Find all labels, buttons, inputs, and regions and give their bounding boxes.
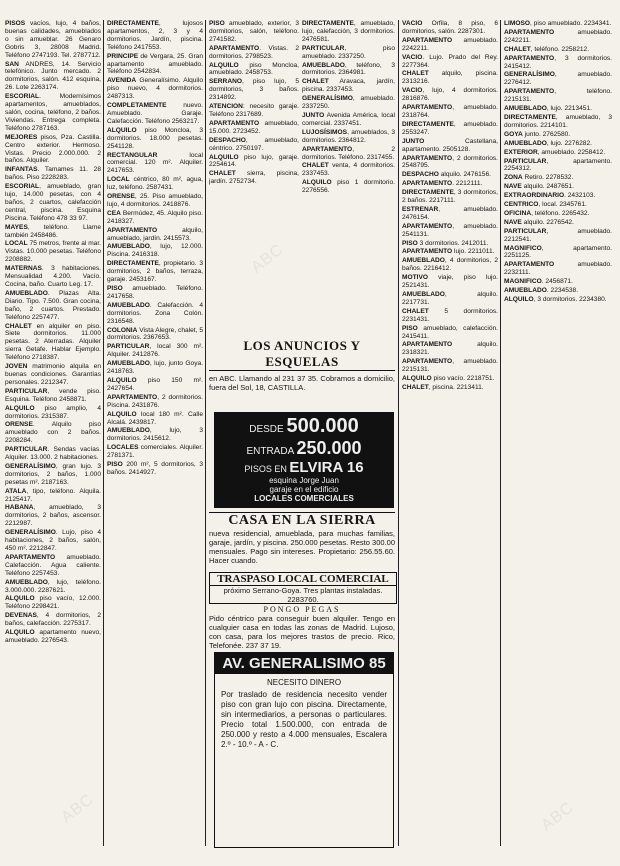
classified-ad: LIMOSO, piso amueblado. 2234341. [504,20,612,27]
classified-ad: GENERALÍSIMO, gran lujo. 3 dormitorios, 2 baños, 1.000 pesetas m². 2187163. [5,462,101,486]
classified-ad: APARTAMENTO, 2 dormitorios. Piscina. 2431876. [107,393,203,409]
classified-ad: PARTICULAR. Sendas vacías. Alquiler. 13.000. 2 habitaciones. [5,446,101,462]
pongo-title: PONGO PEGAS [263,605,341,614]
elvira-brand: ELVIRA 16 [289,459,364,476]
classified-ad: MOTIVO viaje, piso lujo. 2521431. [402,274,498,290]
classified-ad: EXTRAORDINARIO. 2432103. [504,192,596,200]
classified-ad: LOCAL céntrico, 80 m², agua, luz, teléfono. 2587431. [107,176,203,192]
classified-ad: AMUEBLADO, teléfono, 3 dormitorios. 2364981. [302,61,395,77]
anuncios-title: LOS ANUNCIOS Y ESQUELAS [209,338,395,371]
classified-ad: NAVE alquilo. 2276542. [504,218,574,226]
classified-ad: JUNTO Avenida América, local comercial. 2337451. [302,111,395,127]
classified-ad: AVENIDA Generalísimo. Alquilo piso nuevo, 4 dormitorios. 2487313. [107,77,203,101]
classified-ad: COLONIA Vista Alegre, chalet, 5 dormitorios. 2367653. [107,326,203,342]
classified-ad: HABANA, amueblado, 3 dormitorios, 2 baños, ascensor. 2212987. [5,504,101,528]
classified-ad: ALQUILO piso 150 m². 2427654. [107,376,203,392]
classified-ad: GENERALÍSIMO. Lujo, piso 4 habitaciones, 2 baños, salón, 450 m². 2212847. [5,529,101,552]
classified-ad: ATENCION: necesito garaje. Teléfono 2317689. [209,103,299,118]
column-rule [103,20,104,846]
classified-ad: RECTANGULAR local comercial. 120 m². Alquiler. 2417653. [107,151,203,175]
classified-ad: VACIO. Lujo. Prado del Rey. 2277364. [402,53,498,69]
classified-ad: DEVENAS, 4 dormitorios, 2 baños, calefacción. 2275317. [5,612,101,628]
classified-ad: PRINCIPE de Vergara, 25. Gran apartamento amueblado. Teléfono 2542834. [107,52,203,76]
classified-ad: AMUEBLADO, lujo, 3 dormitorios. 2415612. [107,427,203,443]
classified-ad: DESPACHO alquilo. 2476156. [402,171,491,179]
classified-ad: ALQUILO piso vacío, 12.000. Teléfono 2298421. [5,595,101,611]
classified-ad: SERRANO, piso lujo, 5 dormitorios, 3 baños. 2314892. [209,78,299,102]
classified-column [302,20,395,335]
elvira-line4: esquina Jorge Juan [269,476,339,485]
classified-ad: APARTAMENTO. Vistas. 2 dormitorios. 2798523. [209,44,299,60]
elvira-line5: garaje en el edificio [269,485,339,494]
classified-ad: PARTICULAR, local 300 m². Alquiler. 2412876. [107,343,203,359]
classified-ad: AMUEBLADO, lujo, junto Goya. 2418763. [107,360,203,376]
classified-ad: PISO 3 dormitorios. 2412011. [402,239,489,247]
classified-ad: MAYES, teléfono. Llame también 2458486. [5,223,101,239]
classified-ad: CHALET Aravaca, jardín, piscina. 2337453. [302,78,395,94]
classified-ad: ORENSE, 25. Piso amueblado, lujo, 4 dormitorios. 2418876. [107,193,203,208]
column-rule [500,20,501,846]
classified-ad: ESCORIAL, amueblado, gran lujo, 14.000 pesetas, con 4 baños, 2 cuartos, calefacción central, piscina. Esquina Piscina. Teléfono 478 33 97. [5,183,101,222]
classified-ad: APARTAMENTO amueblado, 15.000. 2723452. [209,119,299,135]
elvira-amount2: 250.000 [296,438,362,458]
classified-ad: LOCAL 75 metros, frente al mar. Vistas. 10.000 pesetas. Teléfono 2208882. [5,240,101,264]
classified-ad: AMUEBLADO, lujo. 2213451. [504,105,592,113]
classified-ad: PISO amueblado. Teléfono. 2417658. [107,285,203,300]
classified-ad: AMUEBLADO. Calefacción. 4 dormitorios. Zona Colón. 2316548. [107,301,203,325]
classified-ad: PARTICULAR, amueblado. 2212541. [504,227,612,243]
classified-ad: APARTAMENTO, amueblado. 2318764. [402,104,498,119]
classified-ad: GOYA junto. 2762580. [504,130,571,138]
classified-ad: AMUEBLADO, lujo. 2276282. [504,139,592,147]
classified-ad: CHALET 5 dormitorios. 2231431. [402,307,498,323]
classified-ad: JOVEN matrimonio alquila en buenas condiciones. Garantías personales. 2212347. [5,363,101,386]
traspaso-title: TRASPASO LOCAL COMERCIAL [210,573,396,586]
elvira-ad [214,412,394,508]
classified-ad: AMUEBLADO, alquilo. 2217731. [402,291,498,306]
classified-ad: INFANTAS. Tamames 11. 28 baños. Piso 2228283. [5,166,101,182]
sierra-title: CASA EN LA SIERRA [228,513,376,528]
classified-ad: OFICINA, teléfono. 2265432. [504,209,590,217]
classified-ad: MATERNAS. 3 habitaciones. Mensualidad 4.200. Vacío. Cocina, baño. Cuarto Leg. 17. [5,265,101,288]
classified-ad: CHALET en alquiler en piso. Siete dormitorios. 11.000 pesetas. 2 Aterradas. Alquiler sierra Getafe. Hablar Ejemplo. Teléfono 2718387. [5,322,101,362]
avgen-subtitle: NECESITO DINERO [266,678,342,687]
classified-ad: NAVE alquilo. 2487651. [504,183,574,191]
classified-ad: APARTAMENTO alquilo. 2318321. [402,341,498,357]
classified-ad: ORENSE. Alquilo piso amueblado con 2 baños. 2208284. [5,421,101,445]
classified-ad: APARTAMENTO. 2212111. [402,180,483,188]
classified-ad: CHALET, piscina. 2213411. [402,383,484,391]
classified-ad: LOCALES comerciales. Alquiler. 2781371. [107,444,203,460]
abc-watermark: ABC [538,798,578,835]
classified-column [504,20,612,846]
elvira-amount1: 500.000 [286,415,359,437]
classified-ad: DESPACHO, amueblado, céntrico. 2750197. [209,136,299,152]
elvira-line3: PISOS EN [244,464,287,474]
classified-ad: APARTAMENTO, amueblado. 2215131. [402,358,498,374]
classified-ad: EXTERIOR, amueblado. 2258412. [504,148,606,156]
classified-ad: PARTICULAR, apartamento. 2254312. [504,157,612,173]
classified-ad: PARTICULAR, vende piso. Esquina. Teléfono 2458871. [5,387,101,403]
avgen-body: Por traslado de residencia necesito vender piso con gran lujo con piscina. Directamente, sin intermediarios, a personas o particulares. Precio total 1.500.000, con entrada de 250.000 y resto a 4.000 mensuales, Escalera 2.º - 10.º - A - C. [221,690,387,749]
classified-ad: ESCORIAL. Modernísimos apartamentos, amueblados, salón, cocina, teléfono, 2 baños. Viviendas. Entrega completa. Teléfono 2787163. [5,93,101,132]
classified-ad: AMUEBLADO, lujo, teléfono. 3.000.000. 2287621. [5,578,101,594]
classified-ad: CENTRICO, local. 2345761. [504,201,587,209]
classified-ad: ALQUILO piso amplio, 4 dormitorios. 2315387. [5,404,101,420]
classified-ad: ALQUILO apartamento nuevo, amueblado. 2276543. [5,629,101,644]
classified-ad: DIRECTAMENTE, amueblado, 3 dormitorios. 2214101. [504,113,612,129]
classified-ad: AMUEBLADO. Plazas Alta. Diario. Tipo. 7.500. Gran cocina, baño, 2 cuartos. Prestado. Teléfono 2257477. [5,289,101,321]
classified-ad: ZONA Retiro. 2278532. [504,174,574,182]
classified-ad: CHALET venta, 4 dormitorios. 2337453. [302,162,395,178]
classified-ad: GENERALÍSIMO, amueblado. 2337250. [302,95,395,111]
column-rule [205,20,206,846]
classified-ad: ALQUILO piso Moncloa, amueblado. 2458753. [209,61,299,77]
classified-ad: VACIO Orfila, 8 piso, 6 dormitorios, salón. 2287301. [402,20,498,35]
classified-ad: DIRECTAMENTE, lujosos apartamentos, 2, 3 y 4 dormitorios. Jardín, piscina. Teléfono 2417553. [107,20,203,51]
classified-ad: ESTRENAR, amueblado. 2476154. [402,205,498,221]
classified-ad: APARTAMENTO alquilo, amueblado, jardín. 2415573. [107,226,203,242]
classified-ad: DIRECTAMENTE, propietario. 3 dormitorios, 2 baños, terraza, garaje. 2453167. [107,260,203,284]
anuncios-body: en ABC. Llamando al 231 37 35. Cobramos a domicilio, fuera del Sol, 18, CASTILLA. [209,374,395,392]
classified-ad: ALQUILO local 180 m². Calle Alcalá. 2439817. [107,410,203,426]
classified-ad: APARTAMENTO, 2 dormitorios. Teléfono. 2317455. [302,145,395,161]
anuncios-ad [209,338,395,408]
classified-ad: VACIO, lujo, 4 dormitorios. 2816876. [402,87,498,103]
classified-column [209,20,299,335]
classified-ad: APARTAMENTO amueblado. Calefacción. Agua caliente. Teléfono 2257453. [5,553,101,577]
avgen-title: AV. GENERALISIMO 85 [215,653,393,674]
classified-ad: ALQUILO piso Moncloa, 3 dormitorios. 18.000 pesetas. 2541128. [107,126,203,150]
classified-column [402,20,498,846]
classified-ad: DIRECTAMENTE, amueblado. 2553247. [402,120,498,136]
classified-ad: CEA Bermúdez, 45. Alquilo piso. 2418327. [107,209,203,225]
elvira-line2: ENTRADA [246,446,294,457]
classified-ad: ALQUILO, 3 dormitorios. 2234380. [504,296,607,303]
classified-ad: APARTAMENTO amueblado. 2232111. [504,261,612,277]
classified-ad: PISO amueblado, exterior, 3 dormitorios, salón, teléfono. 2741582. [209,20,299,43]
classified-ad: PISO 200 m², 5 dormitorios, 3 baños. 2414927. [107,461,203,476]
classified-ad: APARTAMENTO amueblado. 2242211. [402,36,498,52]
classified-ad: DIRECTAMENTE, 3 dormitorios, 2 baños. 2217111. [402,189,498,205]
elvira-line1: DESDE [249,424,284,435]
classified-ad: MEJORES pisos, Pza. Castilla. Centro exterior. Hermoso. Vistas. Precio 2.000.000. 2 baños. Alquiler. [5,133,101,165]
classified-ad: GENERALÍSIMO, amueblado. 2276412. [504,71,612,87]
classified-ad: LUJOSÍSIMOS, amueblados, 3 dormitorios. 2364812. [302,128,395,144]
classified-ad: APARTAMENTO, amueblado. 2541131. [402,222,498,238]
classified-ad: CHALET, teléfono. 2258212. [504,45,590,53]
classified-ad: ALQUILO piso lujo, garaje. 2254614. [209,153,299,169]
classified-ad: APARTAMENTO, 3 dormitorios. 2415412. [504,54,612,70]
sierra-body: nueva residencial, amueblada, para muchas familias, garaje, jardín, y piscina. 250.000 pesetas. Resto 300.00 mensuales. Pago sin intereses. Propietario: 256.55.60. Hacer cuando. [209,529,395,565]
classified-ad: AMUEBLADO, 4 dormitorios, 2 baños. 2216412. [402,257,498,273]
classified-ad: CHALET sierra, piscina, jardín. 2752734. [209,170,299,186]
traspaso-body: próximo Serrano-Goya. Tres plantas instaladas. 2283760. [223,586,383,604]
sierra-ad [209,512,395,569]
classified-ad: AMUEBLADO. 2234538. [504,287,579,295]
classified-ad: APARTAMENTO amueblado. 2242211. [504,28,612,44]
classified-ad: PARTICULAR, piso amueblado. 2337250. [302,44,395,60]
traspaso-ad [209,572,397,604]
avgen-ad [214,652,394,848]
abc-watermark: ABC [248,240,288,277]
classified-column [107,20,203,846]
column-rule [398,20,399,846]
classified-ad: MAGNIFICO. 2456871. [504,278,573,286]
classified-ad: PISOS vacíos, lujo, 4 baños, buenas calidades, amueblados o sin amueblar. 26 Genaro Gobris 3, 28008 Madrid. Teléfono 2747193. Tel. 2787712. [5,20,101,59]
classified-ad: SAN ANDRES, 14. Servicio telefónico. Junto mercado. 2 dormitorios, salón. 412 esquina, 26. Lote 2263174. [5,60,101,92]
classified-ad: PISO amueblado, calefacción. 2415411. [402,324,498,340]
classified-ad: APARTAMENTO, teléfono. 2215131. [504,88,612,104]
classified-ad: APARTAMENTO lujo. 2211011. [402,248,495,256]
classified-ad: CHALET alquilo, piscina. 2313216. [402,70,498,86]
classified-ad: MAGNIFICO, apartamento. 2251125. [504,244,612,260]
classified-ad: DIRECTAMENTE, amueblado, lujo, calefacción, 3 dormitorios. 2476581. [302,20,395,43]
pongo-body: Pido céntrico para conseguir buen alquiler. Tengo en cualquier casa en todas las zonas de Madrid. Lujoso, con casa, para los mejores trastos de precio. Rico, Telefonée. 237 37 19. [209,614,395,649]
classified-ad: JUNTO Castellana, apartamento. 2505128. [402,137,498,153]
classified-ad: ATALA, tipo, teléfono. Alquila. 2125417. [5,487,101,503]
classified-ad: APARTAMENTO, 2 dormitorios. 2548795. [402,154,498,170]
classified-ad: ALQUILO piso 1 dormitorio. 2276556. [302,179,395,195]
classified-ad: COMPLETAMENTE nuevo. Amueblado. Garaje. Calefacción. Teléfono 2563217. [107,102,203,125]
pongo-ad [209,605,395,649]
classified-ad: ALQUILO piso vacío. 2218751. [402,375,495,383]
elvira-line6: LOCALES COMERCIALES [254,494,354,503]
abc-watermark: ABC [58,790,98,827]
classified-ad: AMUEBLADO, lujo, 12.000. Piscina. 2416318. [107,243,203,259]
classified-column [5,20,101,846]
